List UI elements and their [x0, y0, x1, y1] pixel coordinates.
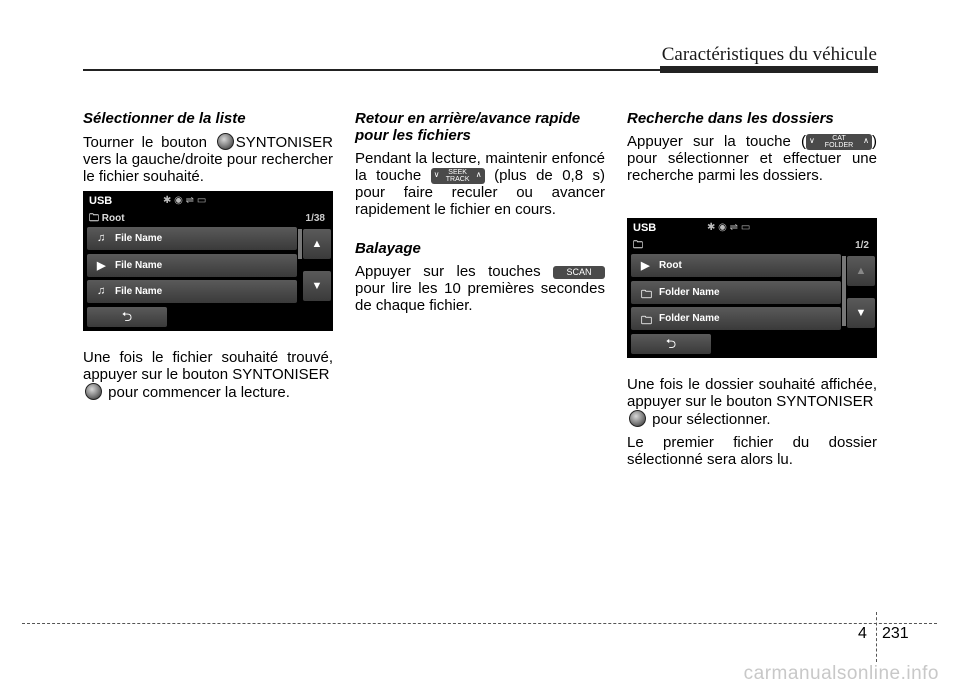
- heading-seek: Retour en arrière/avance rapide pour les fichiers: [355, 110, 581, 144]
- status-icons: ✱ ◉ ⇌ ▭: [163, 195, 207, 206]
- scroll-down-button[interactable]: ▼: [847, 298, 875, 328]
- folder-icon: 🗀: [633, 240, 643, 251]
- column-seek: [355, 110, 605, 320]
- scrollbar[interactable]: [298, 229, 302, 259]
- back-button[interactable]: ⮌: [631, 334, 711, 354]
- usb-folder-list-screen: [627, 218, 877, 358]
- list-item[interactable]: 🗀 Folder Name: [631, 281, 841, 304]
- scroll-down-button[interactable]: ▼: [303, 271, 331, 301]
- list-item[interactable]: ♫ File Name: [87, 227, 297, 250]
- scroll-up-button[interactable]: ▲: [847, 256, 875, 286]
- paragraph-seek: Pendant la lecture, maintenir enfoncé la touche ∨ SEEK TRACK ∧ (plus de 0,8 s) pour faire reculer ou avancer rapidement le fichier en cours.: [355, 150, 606, 219]
- list-item[interactable]: ♫ File Name: [87, 280, 297, 303]
- section-title: Caractéristiques du véhicule: [661, 44, 877, 65]
- footer-rule: [22, 623, 937, 624]
- seek-track-key: ∨ SEEK TRACK ∧: [431, 168, 485, 184]
- tune-knob-icon: [629, 410, 646, 427]
- column-folder-search-continued: [627, 376, 877, 474]
- tune-knob-icon: [85, 383, 102, 400]
- cat-folder-key: ∨ CAT FOLDER ∧: [806, 134, 872, 150]
- usb-file-list-screen: [83, 191, 333, 331]
- paragraph-turn-knob: Tourner le bouton SYNTONISER vers la gauche/droite pour rechercher le fichier souhaité.: [83, 134, 333, 185]
- status-icons: ✱ ◉ ⇌ ▭: [707, 222, 751, 233]
- folder-icon: 🗀: [641, 289, 652, 301]
- scrollbar[interactable]: [842, 256, 846, 326]
- source-label: USB: [633, 222, 657, 234]
- folder-path: 🗀 Root: [89, 213, 125, 224]
- header-rule-accent: [660, 66, 878, 73]
- tune-knob-icon: [217, 133, 234, 150]
- paragraph-folder-confirm: Une fois le dossier souhaité affichée, appuyer sur le bouton SYNTONISER pour sélectionner.: [627, 376, 877, 428]
- list-item[interactable]: ▶ File Name: [87, 254, 297, 277]
- paragraph-folder-search: Appuyer sur la touche ( ∨ CAT FOLDER ∧ ) pour sélectionner et effectuer une recherche parmi les dossiers.: [627, 133, 877, 185]
- heading-scan: Balayage: [355, 240, 421, 258]
- heading-select-list: Sélectionner de la liste: [83, 110, 246, 127]
- chapter-number: 4: [858, 625, 867, 642]
- list-item[interactable]: ▶ Root: [631, 254, 841, 277]
- column-folder-search: [627, 110, 877, 190]
- page-number: 231: [882, 625, 909, 642]
- paragraph-first-file: Le premier fichier du dossier sélectionné sera alors lu.: [627, 434, 877, 468]
- play-icon: ▶: [97, 260, 106, 272]
- music-note-icon: ♫: [97, 285, 106, 297]
- watermark: carmanualsonline.info: [743, 663, 939, 684]
- column-select-list-continued: [83, 349, 333, 407]
- folder-icon: 🗀: [641, 315, 652, 327]
- back-button[interactable]: ⮌: [87, 307, 167, 327]
- page-indicator: 1/38: [305, 213, 325, 224]
- column-select-list: [83, 110, 333, 191]
- footer-divider: [876, 612, 877, 662]
- play-icon: ▶: [641, 260, 650, 272]
- source-label: USB: [89, 195, 113, 207]
- scan-key: SCAN: [553, 266, 605, 279]
- paragraph-scan: Appuyer sur les touches SCAN pour lire les 10 premières secondes de chaque fichier.: [355, 263, 605, 315]
- scroll-up-button[interactable]: ▲: [303, 229, 331, 259]
- heading-folder-search: Recherche dans les dossiers: [627, 110, 834, 127]
- music-note-icon: ♫: [97, 232, 106, 244]
- paragraph-confirm: Une fois le fichier souhaité trouvé, appuyer sur le bouton SYNTONISER pour commencer la lecture.: [83, 349, 333, 401]
- page-indicator: 1/2: [855, 240, 869, 251]
- list-item[interactable]: 🗀 Folder Name: [631, 307, 841, 330]
